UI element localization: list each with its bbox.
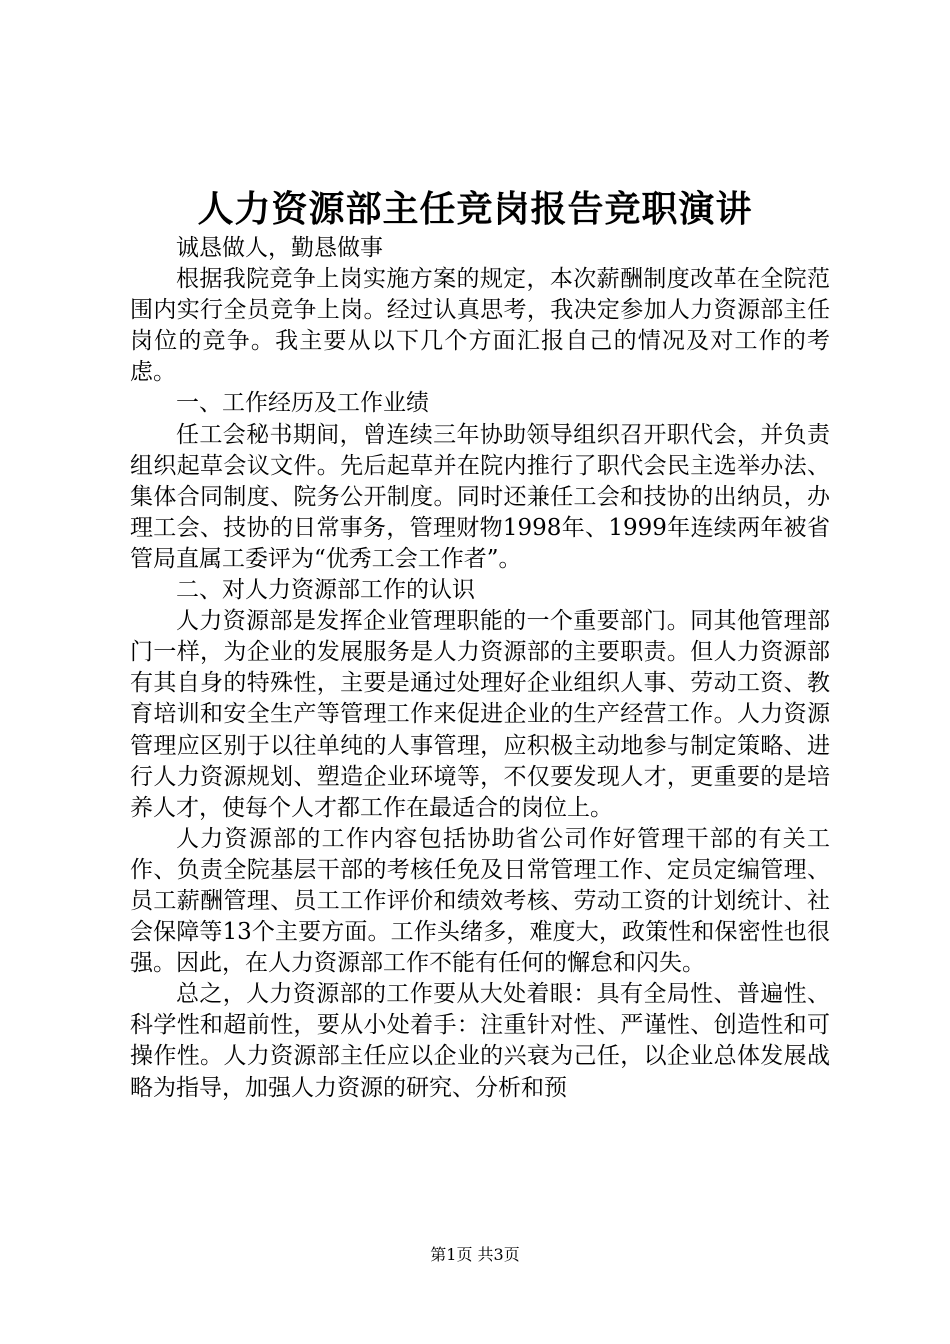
paragraph-understanding: 人力资源部是发挥企业管理职能的一个重要部门。同其他管理部门一样，为企业的发展服务是人力资源部的主要职责。但人力资源部有其自身的特殊性，主要是通过处理好企业组织人事、劳动工资、教育培训和安全生产等管理工作来促进企业的生产经营工作。人力资源管理应区别于以往单纯的人事管理，应积极主动地参与制定策略、进行人力资源规划、塑造企业环境等，不仅要发现人才，更重要的是培养人才，使每个人才都工作在最适合的岗位上。 xyxy=(130,608,830,821)
paragraph-motto: 诚恳做人，勤恳做事 xyxy=(176,235,383,261)
paragraph-summary: 总之，人力资源部的工作要从大处着眼：具有全局性、普遍性、科学性和超前性，要从小处着手：注重针对性、严谨性、创造性和可操作性。人力资源部主任应以企业的兴衰为己任，以企业总体发展战略为指导，加强人力资源的研究、分析和预 xyxy=(130,981,830,1101)
paragraph-work-content: 人力资源部的工作内容包括协助省公司作好管理干部的有关工作、负责全院基层干部的考核任免及日常管理工作、定员定编管理、员工薪酬管理、员工工作评价和绩效考核、劳动工资的计划统计、社会保障等13个主要方面。工作头绪多，难度大，政策性和保密性也很强。因此，在人力资源部工作不能有任何的懈怠和闪失。 xyxy=(130,825,830,977)
document-title: 人力资源部主任竞岗报告竞职演讲 xyxy=(197,188,753,230)
section-heading-2: 二、对人力资源部工作的认识 xyxy=(176,577,475,604)
section-heading-1: 一、工作经历及工作业绩 xyxy=(176,390,429,417)
paragraph-experience: 任工会秘书期间，曾连续三年协助领导组织召开职代会，并负责组织起草会议文件。先后起草并在院内推行了职代会民主选举办法、集体合同制度、院务公开制度。同时还兼任工会和技协的出纳员，办理工会、技协的日常事务，管理财物1998年、1999年连续两年被省管局直属工委评为“优秀工会工作者”。 xyxy=(130,421,830,572)
page-number-footer: 第1页 共3页 xyxy=(430,1245,520,1264)
paragraph-intro: 根据我院竞争上岗实施方案的规定，本次薪酬制度改革在全院范围内实行全员竞争上岗。经过认真思考，我决定参加人力资源部主任岗位的竞争。我主要从以下几个方面汇报自己的情况及对工作的考虑。 xyxy=(130,266,830,386)
document-body xyxy=(130,233,830,1104)
